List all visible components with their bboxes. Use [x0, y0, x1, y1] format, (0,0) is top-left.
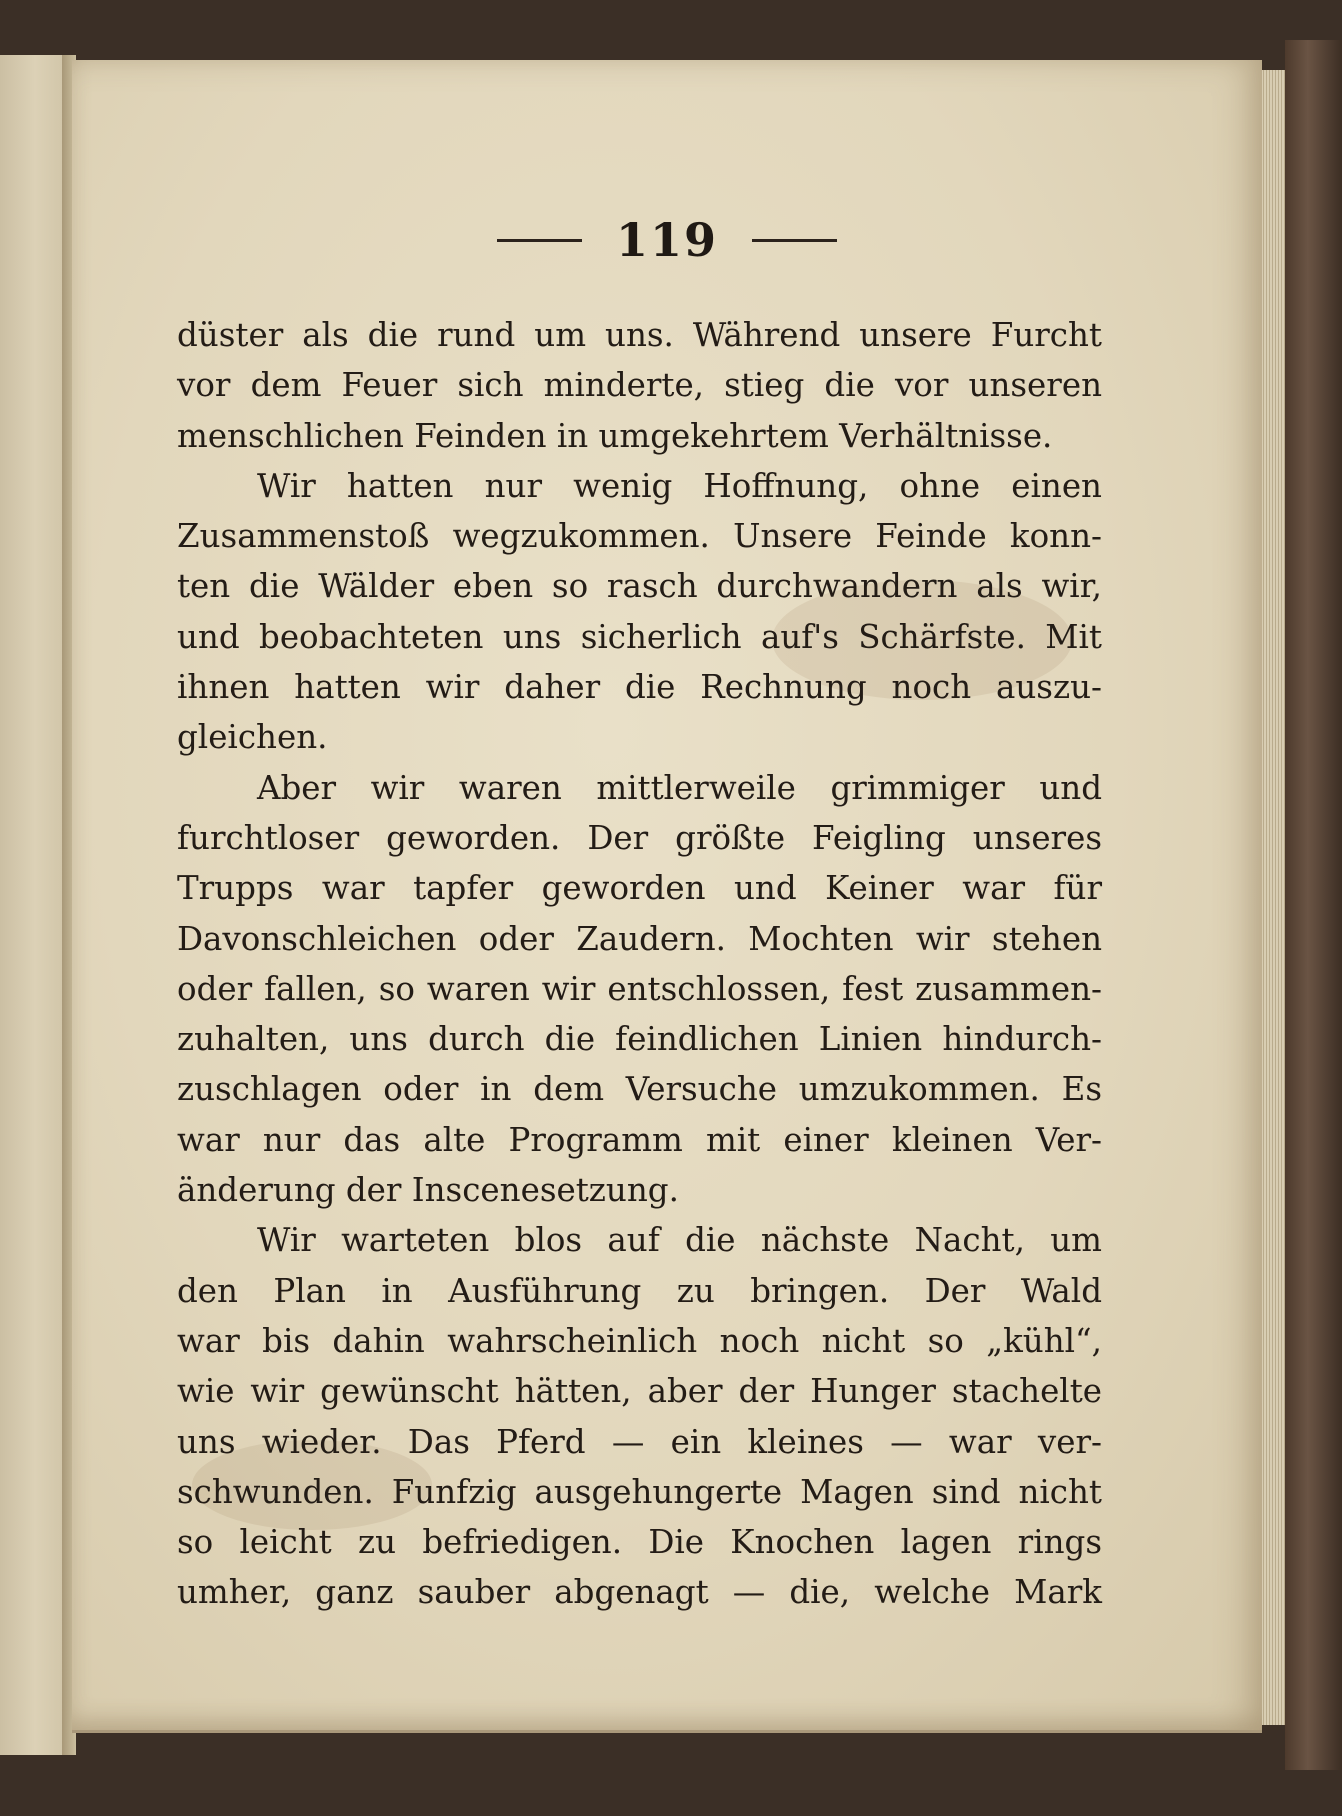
book-cover-edge: [1285, 40, 1342, 1770]
text-line: schwunden. Funfzig ausgehungerte Magen sind nicht: [177, 1472, 1102, 1511]
text-line: Davonschleichen oder Zaudern. Mochten wir stehen: [177, 919, 1102, 958]
text-line: war bis dahin wahrscheinlich noch nicht so „kühl“,: [177, 1321, 1102, 1360]
page-number: 119: [615, 213, 719, 267]
body-text: [177, 310, 1102, 1618]
text-line: gleichen.: [177, 718, 328, 757]
text-line: uns wieder. Das Pferd — ein kleines — war ver-: [177, 1422, 1102, 1461]
text-line: menschlichen Feinden in umgekehrtem Verhältnisse.: [177, 416, 1053, 455]
header-rule-left: [497, 239, 582, 242]
text-line: Wir warteten blos auf die nächste Nacht, um: [257, 1221, 1102, 1260]
text-line: zuschlagen oder in dem Versuche umzukommen. Es: [177, 1070, 1102, 1109]
text-line: ten die Wälder eben so rasch durchwandern als wir,: [177, 567, 1102, 606]
text-line: umher, ganz sauber abgenagt — die, welche Mark: [177, 1573, 1102, 1612]
text-line: Zusammenstoß wegzukommen. Unsere Feinde konn-: [177, 517, 1102, 556]
header-rule-right: [752, 239, 837, 242]
text-line: den Plan in Ausführung zu bringen. Der Wald: [177, 1271, 1102, 1310]
page-header: [72, 205, 1262, 275]
text-line: Wir hatten nur wenig Hoffnung, ohne einen: [257, 466, 1102, 505]
text-line: oder fallen, so waren wir entschlossen, fest zusammen-: [177, 969, 1102, 1008]
text-line: furchtloser geworden. Der größte Feigling unseres: [177, 818, 1102, 857]
text-line: zuhalten, uns durch die feindlichen Linien hindurch-: [177, 1020, 1102, 1059]
text-line: Trupps war tapfer geworden und Keiner war für: [177, 869, 1102, 908]
text-line: düster als die rund um uns. Während unsere Furcht: [177, 316, 1102, 354]
text-line: so leicht zu befriedigen. Die Knochen lagen rings: [177, 1523, 1102, 1562]
text-line: wie wir gewünscht hätten, aber der Hunger stachelte: [177, 1372, 1102, 1411]
text-line: vor dem Feuer sich minderte, stieg die vor unseren: [177, 366, 1102, 405]
text-line: ihnen hatten wir daher die Rechnung noch auszu-: [177, 668, 1102, 707]
text-line: war nur das alte Programm mit einer kleinen Ver-: [177, 1120, 1102, 1159]
text-line: Aber wir waren mittlerweile grimmiger und: [257, 768, 1102, 807]
book-page: [72, 60, 1262, 1733]
text-line: und beobachteten uns sicherlich auf's Schärfste. Mit: [177, 617, 1102, 656]
text-line: änderung der Inscenesetzung.: [177, 1171, 679, 1210]
